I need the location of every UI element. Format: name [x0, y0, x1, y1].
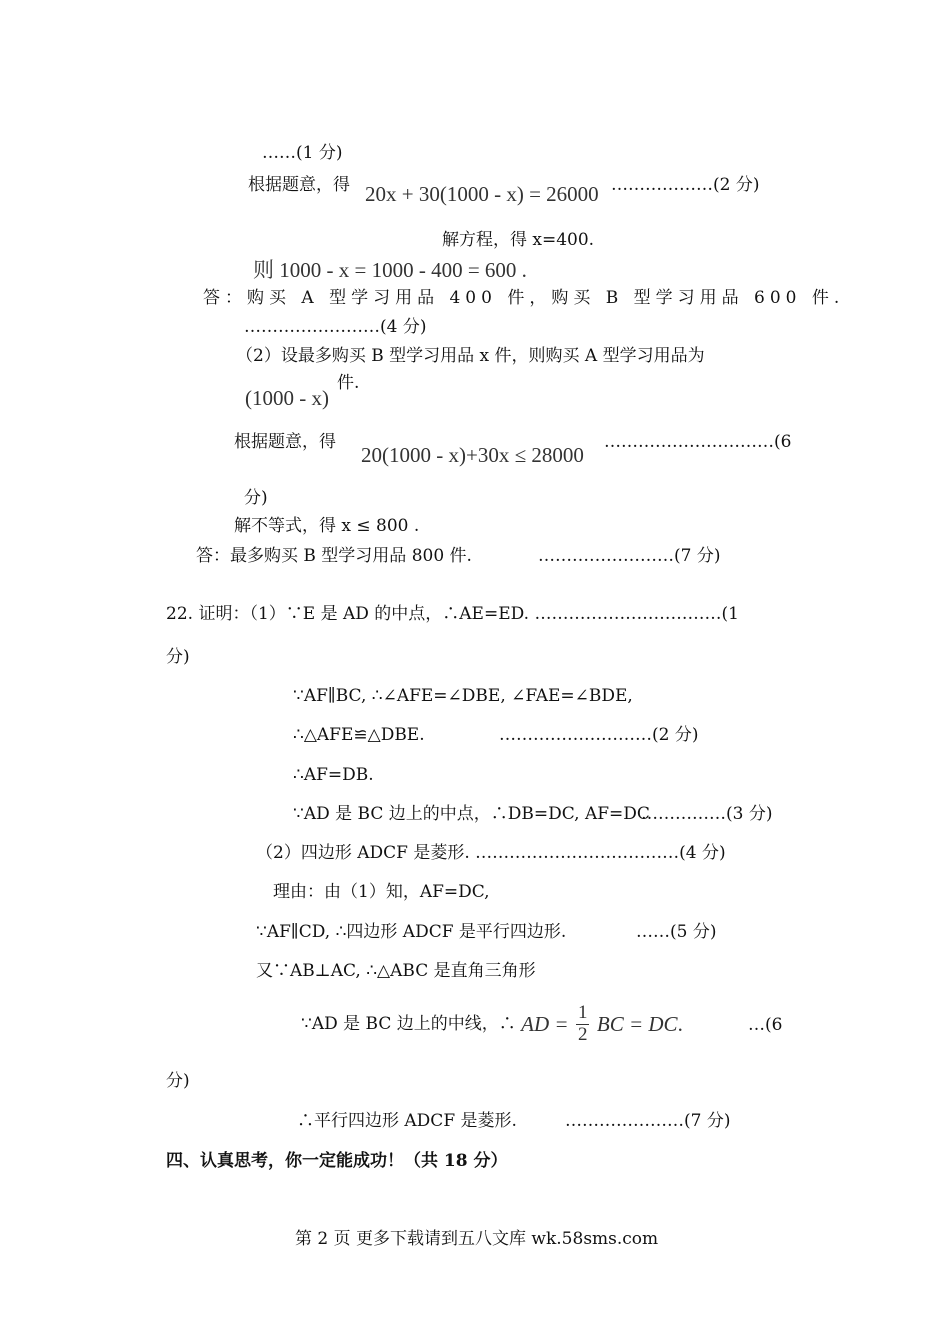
q22-part-2: （2）四边形 ADCF 是菱形. ………………………………(4 分): [256, 843, 726, 863]
q21-answer-2: 答：最多购买 B 型学习用品 800 件.: [196, 546, 472, 566]
page-footer: 第 2 页 更多下载请到五八文库 wk.58sms.com: [295, 1229, 659, 1249]
q22-line-13-score: …………………(7 分): [565, 1111, 731, 1131]
q21-line-2-label: 根据题意，得: [248, 175, 350, 195]
q22-line-13: ∴平行四边形 ADCF 是菱形.: [297, 1111, 517, 1131]
q21-expression: (1000 - x): [245, 386, 329, 410]
fraction-denominator: 2: [577, 1023, 588, 1045]
q22-line-12: 分): [166, 1071, 190, 1091]
q21-line-4: 则 1000 - x = 1000 - 400 = 600 .: [253, 258, 527, 282]
q21-line-6-score: ……………………(4 分): [244, 317, 427, 337]
q22-line-10: 又∵AB⊥AC, ∴△ABC 是直角三角形: [256, 961, 536, 981]
one-half-fraction: [576, 1003, 590, 1046]
q22-line-11-period: .: [677, 1011, 683, 1036]
q22-line-11-text: ∵AD 是 BC 边上的中线，∴: [301, 1013, 516, 1034]
q22-line-4: ∴△AFE≌△DBE.: [293, 725, 425, 745]
q22-line-9: ∵AF∥CD, ∴四边形 ADCF 是平行四边形.: [256, 922, 567, 942]
q22-line-5: ∴AF=DB.: [293, 765, 374, 785]
q21-line-2-score: ………………(2 分): [611, 175, 760, 195]
q21-line-9-score: …………………………(6: [604, 432, 792, 452]
q22-line-1: 22. 证明：（1）∵E 是 AD 的中点，∴AE=ED. ……………………………(1: [166, 604, 739, 624]
q22-line-8: 理由：由（1）知，AF=DC,: [273, 882, 490, 902]
q22-ad-lhs: AD =: [521, 1011, 569, 1036]
section-4-heading: 四、认真思考，你一定能成功！（共 18 分）: [166, 1151, 508, 1171]
q21-answer-1: 答：购买 A 型学习用品 400 件，购买 B 型学习用品 600 件.: [203, 288, 845, 308]
q21-line-8-unit: 件.: [337, 373, 360, 393]
q22-bc-dc: BC = DC: [596, 1011, 678, 1036]
q22-line-6-score: ……………(3 分): [641, 804, 773, 824]
q22-line-2: 分): [166, 647, 190, 667]
q21-inequality: 20(1000 - x)+30x ≤ 28000: [361, 443, 584, 467]
q21-line-11: 解不等式，得 x ≤ 800 .: [234, 516, 420, 536]
q21-part-2-intro: （2）设最多购买 B 型学习用品 x 件，则购买 A 型学习用品为: [236, 346, 705, 366]
q21-line-12-score: ……………………(7 分): [538, 546, 721, 566]
q21-line-1: ……(1 分): [262, 143, 343, 163]
q22-line-11-score: …(6: [748, 1015, 783, 1035]
q22-line-11: [301, 1003, 683, 1046]
q21-line-9-label: 根据题意，得: [234, 432, 336, 452]
q22-line-4-score: ………………………(2 分): [499, 725, 699, 745]
q21-line-10: 分): [244, 488, 268, 508]
q21-equation-1: 20x + 30(1000 - x) = 26000: [365, 182, 599, 206]
q21-line-3: 解方程，得 x=400.: [442, 230, 595, 250]
q22-line-6: ∵AD 是 BC 边上的中点，∴DB=DC, AF=DC: [293, 804, 650, 824]
q22-line-9-score: ……(5 分): [636, 922, 717, 942]
q22-line-3: ∵AF∥BC, ∴∠AFE=∠DBE, ∠FAE=∠BDE,: [293, 686, 633, 706]
fraction-numerator: 1: [577, 1002, 588, 1023]
